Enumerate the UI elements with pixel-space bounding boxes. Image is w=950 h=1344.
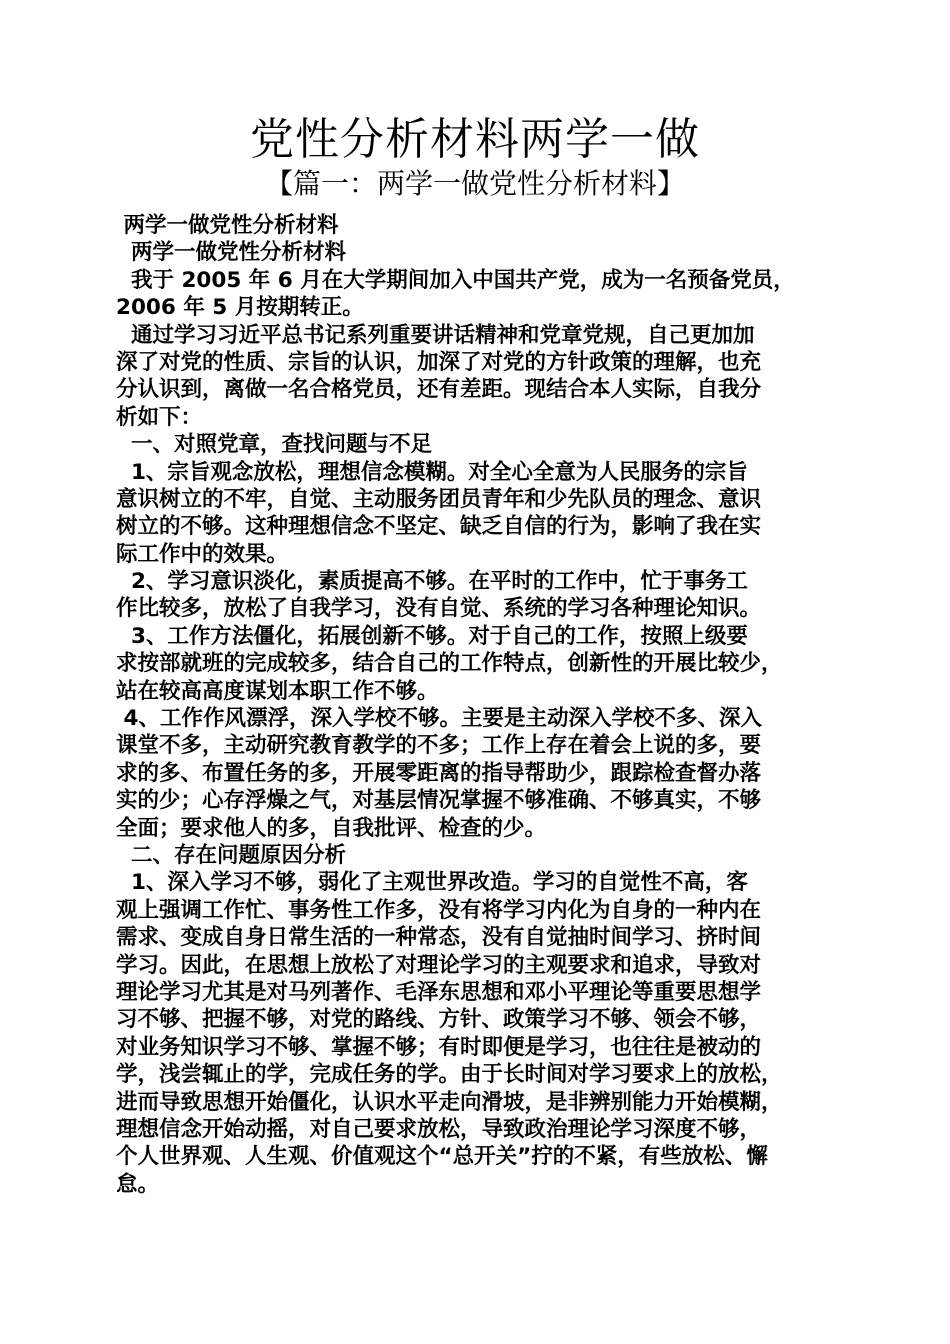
body-line: 理想信念开始动摇，对自己要求放松，导致政治理论学习深度不够， xyxy=(116,1116,762,1142)
body-line: 2、学习意识淡化，素质提高不够。在平时的工作中，忙于事务工 xyxy=(116,569,748,595)
body-line: 站在较高高度谋划本职工作不够。 xyxy=(116,678,439,704)
body-line: 4、工作作风漂浮，深入学校不够。主要是主动深入学校不多、深入 xyxy=(116,706,762,732)
body-line: 进而导致思想开始僵化，认识水平走向滑坡，是非辨别能力开始模糊， xyxy=(116,1089,783,1115)
body-line: 学，浅尝辄止的学，完成任务的学。由于长时间对学习要求上的放松， xyxy=(116,1062,783,1088)
body-line: 需求、变成自身日常生活的一种常态，没有自觉抽时间学习、挤时间 xyxy=(116,925,762,951)
body-line: 个人世界观、人生观、价值观这个“总开关”拧的不紧，有些放松、懈 xyxy=(116,1144,768,1170)
body-line: 理论学习尤其是对马列著作、毛泽东思想和邓小平理论等重要思想学 xyxy=(116,979,762,1005)
body-line: 学习。因此，在思想上放松了对理论学习的主观要求和追求，导致对 xyxy=(116,952,762,978)
body-line: 1、深入学习不够，弱化了主观世界改造。学习的自觉性不高，客 xyxy=(116,870,748,896)
body-line: 际工作中的效果。 xyxy=(116,541,289,567)
body-line: 实的少；心存浮燥之气，对基层情况掌握不够准确、不够真实，不够 xyxy=(116,788,762,814)
body-line: 习不够、把握不够，对党的路线、方针、政策学习不够、领会不够， xyxy=(116,1007,762,1033)
body-line: 求的多、布置任务的多，开展零距离的指导帮助少，跟踪检查督办落 xyxy=(116,760,762,786)
document-body xyxy=(116,212,838,1198)
body-line: 通过学习习近平总书记系列重要讲话精神和党章党规，自己更加加 xyxy=(116,322,755,348)
body-line: 观上强调工作忙、事务性工作多，没有将学习内化为自身的一种内在 xyxy=(116,897,762,923)
body-line: 我于 2005 年 6 月在大学期间加入中国共产党，成为一名预备党员， xyxy=(116,267,795,293)
body-line: 求按部就班的完成较多，结合自己的工作特点，创新性的开展比较少， xyxy=(116,651,783,677)
body-line: 作比较多，放松了自我学习，没有自觉、系统的学习各种理论知识。 xyxy=(116,596,762,622)
body-line: 两学一做党性分析材料 xyxy=(116,213,339,238)
section-heading: 一、对照党章，查找问题与不足 xyxy=(116,432,432,458)
document-subtitle: 【篇一：两学一做党性分析材料】 xyxy=(264,167,685,200)
body-line: 怠。 xyxy=(116,1171,160,1197)
section-heading: 二、存在问题原因分析 xyxy=(116,842,346,868)
body-line: 分认识到，离做一名合格党员，还有差距。现结合本人实际，自我分 xyxy=(116,377,762,403)
body-line: 树立的不够。这种理想信念不坚定、缺乏自信的行为，影响了我在实 xyxy=(116,514,762,540)
body-line: 1、宗旨观念放松，理想信念模糊。对全心全意为人民服务的宗旨 xyxy=(116,459,748,485)
body-line: 对业务知识学习不够、掌握不够；有时即便是学习，也往往是被动的 xyxy=(116,1034,762,1060)
body-line: 两学一做党性分析材料 xyxy=(116,240,346,266)
body-line: 意识树立的不牢，自觉、主动服务团员青年和少先队员的理念、意识 xyxy=(116,486,762,512)
body-line: 深了对党的性质、宗旨的认识，加深了对党的方针政策的理解，也充 xyxy=(116,349,762,375)
body-line: 析如下： xyxy=(116,404,203,430)
body-line: 全面；要求他人的多，自我批评、检查的少。 xyxy=(116,815,547,841)
document-title: 党性分析材料两学一做 xyxy=(250,114,700,165)
body-line: 3、工作方法僵化，拓展创新不够。对于自己的工作，按照上级要 xyxy=(116,623,748,649)
body-line: 课堂不多，主动研究教育教学的不多；工作上存在着会上说的多，要 xyxy=(116,733,762,759)
body-line: 2006 年 5 月按期转正。 xyxy=(116,295,364,321)
